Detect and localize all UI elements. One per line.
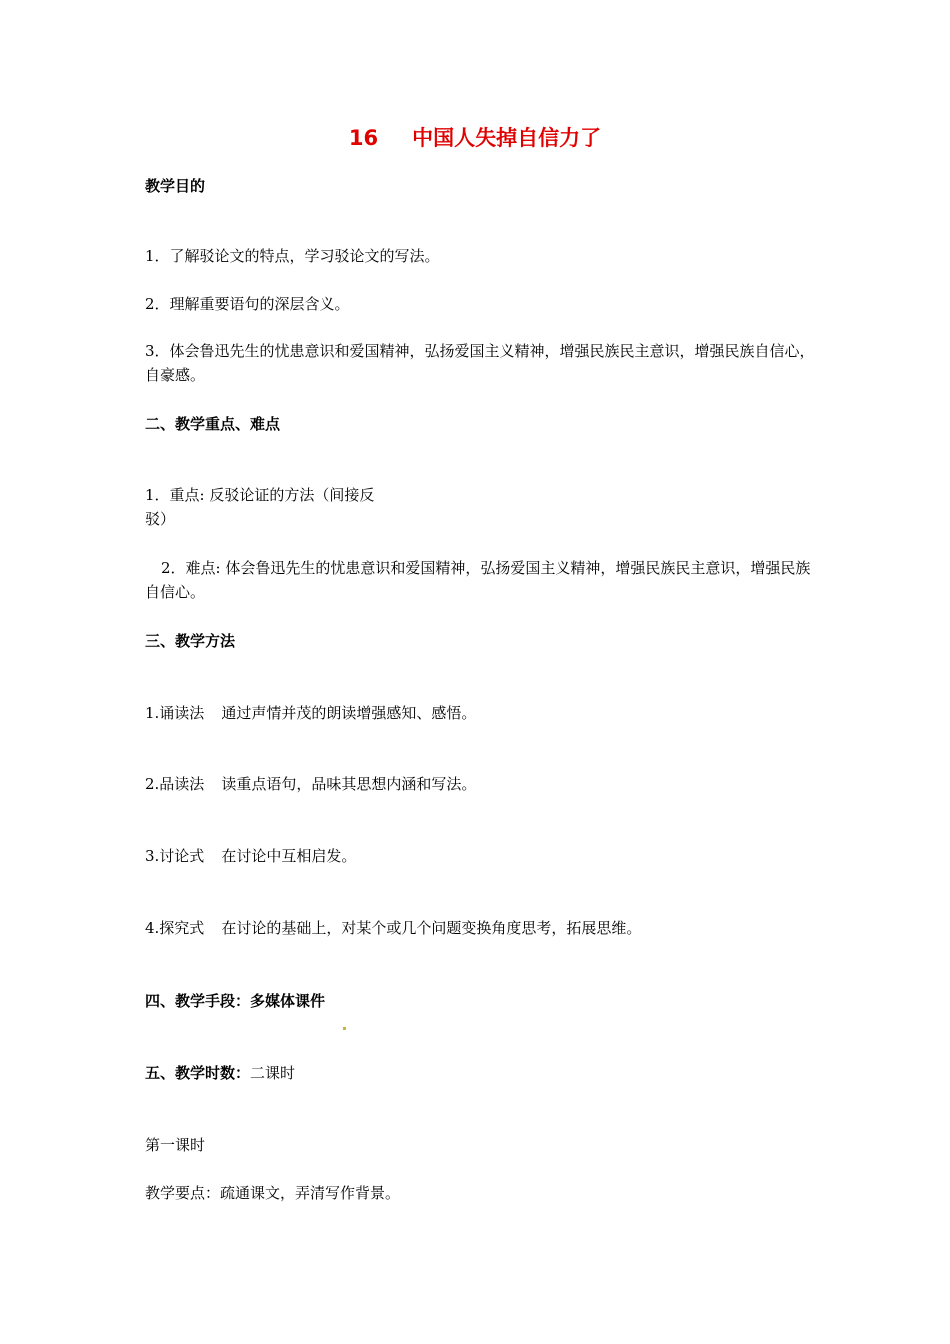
key-point-1-line-2: 驳） <box>145 510 176 528</box>
method-text: 在讨论中互相启发。 <box>221 847 357 865</box>
method-label: 3.讨论式 <box>145 847 205 865</box>
key-point-2: 2．难点: 体会鲁迅先生的忧患意识和爱国精神，弘扬爱国主义精神，增强民族民主意识，增强民族自信心。 <box>145 559 811 601</box>
lesson-1-title: 第一课时 <box>145 1136 206 1154</box>
method-text: 读重点语句，品味其思想内涵和写法。 <box>221 775 477 793</box>
hours-heading <box>145 1062 295 1083</box>
document-title <box>0 122 950 152</box>
method-item-2 <box>145 772 476 796</box>
method-label: 2.品读法 <box>145 775 205 793</box>
goal-item-2: 2．理解重要语句的深层含义。 <box>145 295 350 313</box>
goal-item-3: 3．体会鲁迅先生的忧患意识和爱国精神，弘扬爱国主义精神，增强民族民主意识，增强民族自信心，自豪感。 <box>145 342 815 384</box>
key-point-1-line-1: 1．重点: 反驳论证的方法（间接反 <box>145 486 375 504</box>
method-text: 在讨论的基础上，对某个或几个问题变换角度思考，拓展思维。 <box>221 919 642 937</box>
key-points-heading: 二、教学重点、难点 <box>145 415 281 433</box>
lesson-1-points: 教学要点：疏通课文，弄清写作背景。 <box>145 1184 401 1202</box>
goals-heading: 教学目的 <box>145 177 206 195</box>
stray-mark <box>343 1027 346 1030</box>
means-heading: 四、教学手段：多媒体课件 <box>145 992 326 1010</box>
lesson-number: 16 <box>348 126 379 150</box>
method-item-4 <box>145 916 641 940</box>
hours-label: 五、教学时数： <box>145 1064 251 1082</box>
goal-item-1: 1．了解驳论文的特点，学习驳论文的写法。 <box>145 247 440 265</box>
lesson-title: 中国人失掉自信力了 <box>412 126 602 150</box>
method-item-3 <box>145 844 356 868</box>
method-item-1 <box>145 701 476 725</box>
methods-heading: 三、教学方法 <box>145 632 236 650</box>
method-label: 4.探究式 <box>145 919 205 937</box>
method-label: 1.诵读法 <box>145 704 205 722</box>
method-text: 通过声情并茂的朗读增强感知、感悟。 <box>221 704 477 722</box>
hours-value: 二课时 <box>250 1064 296 1082</box>
